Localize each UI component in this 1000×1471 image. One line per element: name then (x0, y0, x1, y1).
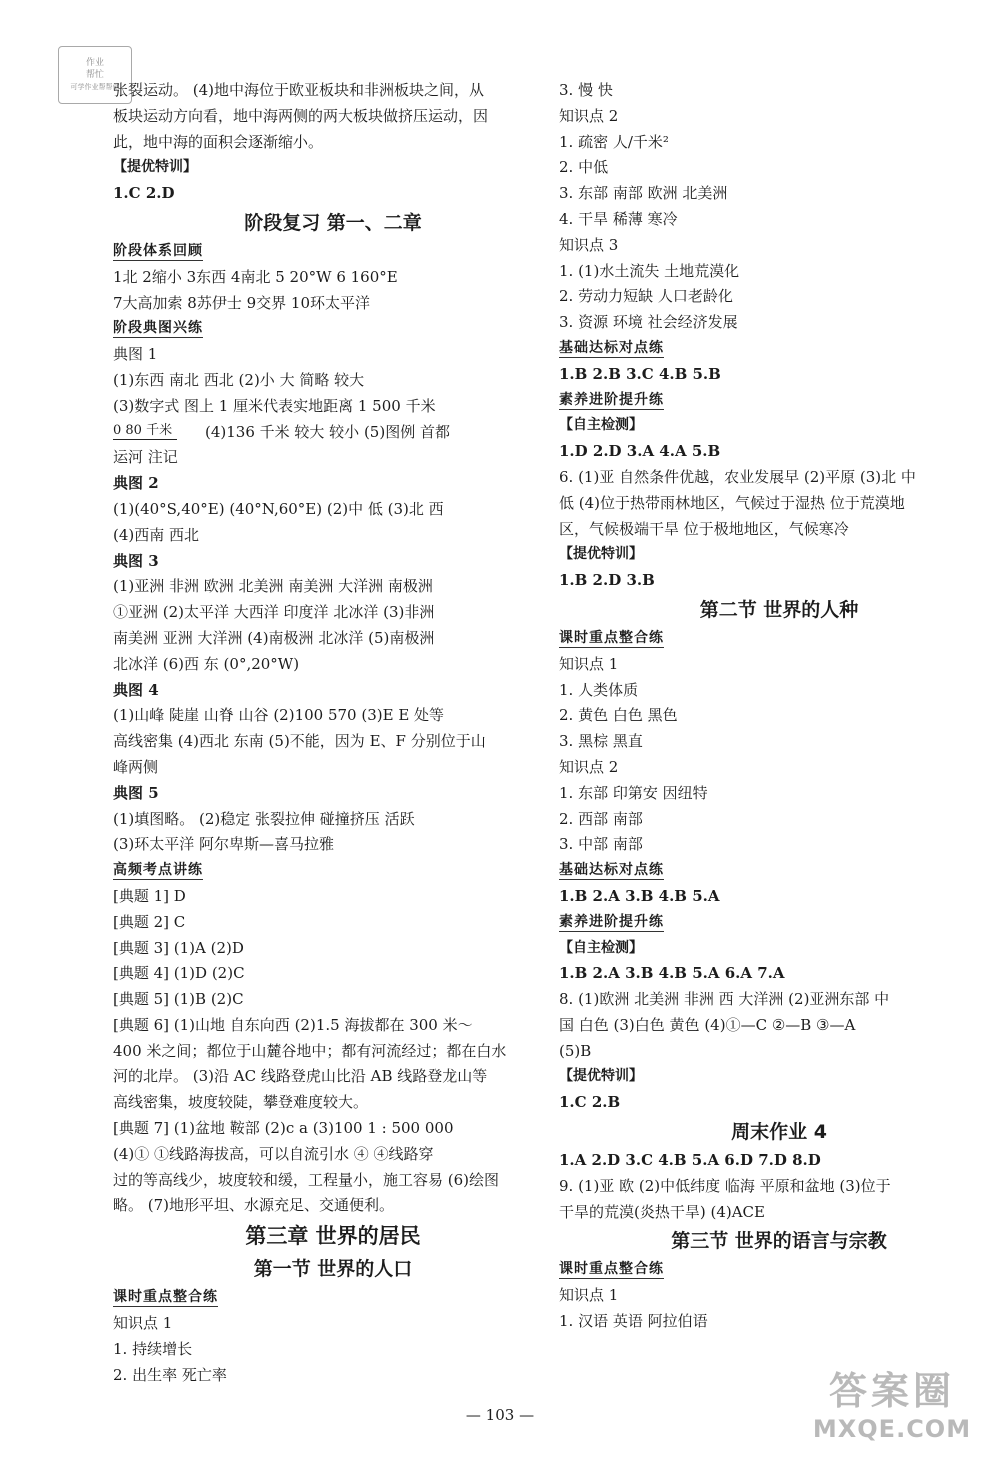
answer-line: 6. (1)亚 自然条件优越，农业发展早 (2)平原 (3)北 中 (559, 467, 916, 486)
answer-line: [典题 4] (1)D (2)C (113, 964, 245, 983)
answer-line: [典题 5] (1)B (2)C (113, 990, 244, 1009)
answer-line: 1.B 2.A 3.B 4.B 5.A 6.A 7.A (559, 964, 785, 983)
answer-line: 400 米之间；都位于山麓谷地中；都有河流经过；都在白水 (113, 1041, 507, 1060)
answer-line: (5)B (559, 1041, 592, 1060)
answer-line: 知识点 3 (559, 235, 619, 254)
stamp-line: 帮忙 (85, 70, 104, 80)
answer-line: 知识点 1 (559, 654, 619, 673)
answer-line: 干旱的荒漠(炎热干旱) (4)ACE (559, 1202, 765, 1221)
section-heading: 第一节 世界的人口 (253, 1258, 413, 1281)
answer-line: 略。 (7)地形平坦、水源充足、交通便利。 (113, 1196, 395, 1215)
answer-line: 3. 中部 南部 (559, 835, 643, 854)
answer-line: 知识点 1 (559, 1286, 619, 1305)
answer-line: 典图 2 (113, 474, 159, 493)
answer-line: (3)环太平洋 阿尔卑斯—喜马拉雅 (113, 835, 335, 854)
scale-line (113, 439, 177, 440)
answer-line: (4)西南 西北 (113, 525, 200, 544)
left-column (113, 78, 553, 1388)
answer-line: (3)数字式 图上 1 厘米代表实地距离 1 500 千米 (113, 396, 436, 415)
exercise-subheading (113, 1285, 553, 1311)
right-column (559, 78, 999, 1335)
answer-line: 1.B 2.A 3.B 4.B 5.A (559, 886, 720, 905)
exercise-subheading (559, 388, 999, 414)
stamp-line: 可学作业帮帮你 (70, 83, 120, 91)
answer-line: 7大高加索 8苏伊士 9交界 10环太平洋 (113, 293, 371, 312)
answer-line: ①亚洲 (2)太平洋 大西洋 印度洋 北冰洋 (3)非洲 (113, 603, 435, 622)
answer-line: 1. 人类体质 (559, 680, 639, 699)
answer-line: 1.B 2.D 3.B (559, 571, 655, 590)
exercise-subheading (559, 858, 999, 884)
answer-line: 1. 汉语 英语 阿拉伯语 (559, 1312, 708, 1331)
subheading-label: 基础达标对点练 (559, 339, 664, 356)
answer-text: (4)136 千米 较大 较小 (5)图例 首都 (205, 422, 450, 441)
answer-line: 国 白色 (3)白色 黄色 (4)①—C ②—B ③—A (559, 1015, 856, 1034)
answer-line: 低 (4)位于热带雨林地区，气候过于湿热 位于荒漠地 (559, 493, 905, 512)
answer-line-with-scale (113, 420, 553, 446)
section-heading: 周末作业 4 (731, 1121, 827, 1144)
answer-line: 1.C 2.D (113, 184, 175, 203)
answer-line: 2. 黄色 白色 黑色 (559, 706, 678, 725)
answer-line: 3. 资源 环境 社会经济发展 (559, 313, 738, 332)
exercise-subheading (113, 858, 553, 884)
exercise-subheading (559, 626, 999, 652)
answer-line: (1)东西 南北 西北 (2)小 大 简略 较大 (113, 370, 365, 389)
subheading-label: 素养进阶提升练 (559, 391, 664, 408)
answer-line: (1)亚洲 非洲 欧洲 北美洲 南美洲 大洋洲 南极洲 (113, 577, 433, 596)
answer-line: 1北 2缩小 3东西 4南北 5 20°W 6 160°E (113, 267, 398, 286)
answer-line: 区，气候极端干旱 位于极地地区，气候寒冷 (559, 519, 849, 538)
answer-line: 1.A 2.D 3.C 4.B 5.A 6.D 7.D 8.D (559, 1151, 821, 1170)
answer-line: (4)① ①线路海拔高，可以自流引水 ④ ④线路穿 (113, 1144, 434, 1163)
exercise-subheading (559, 910, 999, 936)
answer-line: 1.B 2.B 3.C 4.B 5.B (559, 364, 721, 383)
answer-line: 典图 5 (113, 783, 159, 802)
answer-line: 运河 注记 (113, 448, 178, 467)
watermark-url: MXQE.COM (812, 1415, 972, 1443)
answer-line: 此，地中海的面积会逐渐缩小。 (113, 132, 324, 151)
answer-line: [典题 7] (1)盆地 鞍部 (2)c a (3)100 1 : 500 000 (113, 1119, 454, 1138)
section-heading: 阶段复习 第一、二章 (244, 211, 422, 234)
answer-line: 峰两侧 (113, 757, 159, 776)
bracket-label: 【提优特训】 (559, 546, 643, 563)
answer-line: 2. 劳动力短缺 人口老龄化 (559, 287, 733, 306)
answer-line: 张裂运动。 (4)地中海位于欧亚板块和非洲板块之间，从 (113, 81, 485, 99)
subheading-label: 阶段体系回顾 (113, 242, 203, 259)
bracket-label: 【自主检测】 (559, 939, 643, 956)
answer-line: 1. 持续增长 (113, 1339, 193, 1358)
answer-line: 1. 东部 印第安 因纽特 (559, 783, 708, 802)
page-number: — 103 — (465, 1406, 535, 1424)
bracket-label: 【提优特训】 (559, 1068, 643, 1085)
subheading-label: 素养进阶提升练 (559, 913, 664, 930)
answer-line: 知识点 2 (559, 106, 619, 125)
answer-line: 4. 干旱 稀薄 寒冷 (559, 209, 678, 228)
answer-line: 2. 中低 (559, 158, 609, 177)
scale-label: 0 80 千米 (113, 422, 173, 438)
answer-line: 1.D 2.D 3.A 4.A 5.B (559, 442, 721, 461)
subheading-label: 课时重点整合练 (113, 1289, 218, 1306)
answer-line: 1. 疏密 人/千米² (559, 132, 669, 151)
stamp-line: 作业 (85, 58, 104, 68)
bracket-label: 【提优特训】 (113, 159, 197, 176)
section-heading: 第三章 世界的居民 (245, 1224, 421, 1249)
exercise-subheading (559, 1257, 999, 1283)
site-watermark (792, 1367, 992, 1457)
subheading-label: 基础达标对点练 (559, 862, 664, 879)
answer-line: 3. 慢 快 (559, 81, 613, 99)
answer-line: 过的等高线少，坡度较和缓，工程量小，施工容易 (6)绘图 (113, 1170, 500, 1189)
subheading-label: 阶段典图兴练 (113, 320, 203, 337)
exercise-subheading (559, 336, 999, 362)
answer-line: 南美洲 亚洲 大洋洲 (4)南极洲 北冰洋 (5)南极洲 (113, 628, 435, 647)
answer-line: [典题 2] C (113, 912, 186, 931)
section-heading: 第三节 世界的语言与宗教 (671, 1230, 887, 1253)
answer-line: 1.C 2.B (559, 1093, 621, 1112)
answer-line: 河的北岸。 (3)沿 AC 线路登虎山比沿 AB 线路登龙山等 (113, 1067, 488, 1086)
answer-line: 2. 西部 南部 (559, 809, 643, 828)
answer-line: 知识点 2 (559, 757, 619, 776)
answer-line: 9. (1)亚 欧 (2)中低纬度 临海 平原和盆地 (3)位于 (559, 1176, 891, 1195)
exercise-subheading (113, 316, 553, 342)
answer-line: (1)填图略。 (2)稳定 张裂拉伸 碰撞挤压 活跃 (113, 809, 415, 828)
subheading-label: 高频考点讲练 (113, 862, 203, 879)
answer-line: 知识点 1 (113, 1314, 173, 1333)
answer-line: (1)山峰 陡崖 山脊 山谷 (2)100 570 (3)E E 处等 (113, 706, 445, 725)
watermark-text: 答案圈 (828, 1369, 955, 1413)
answer-line: 典图 1 (113, 345, 158, 364)
subheading-label: 课时重点整合练 (559, 629, 664, 646)
answer-line: 3. 东部 南部 欧洲 北美洲 (559, 184, 728, 203)
answer-line: 8. (1)欧洲 北美洲 非洲 西 大洋洲 (2)亚洲东部 中 (559, 990, 890, 1009)
answer-line: 3. 黑棕 黑直 (559, 732, 643, 751)
subheading-label: 课时重点整合练 (559, 1261, 664, 1278)
answer-line: 高线密集 (4)西北 东南 (5)不能，因为 E、F 分别位于山 (113, 732, 486, 751)
answer-line: [典题 3] (1)A (2)D (113, 938, 244, 957)
answer-line: [典题 6] (1)山地 自东向西 (2)1.5 海拔都在 300 米～ (113, 1015, 473, 1034)
answer-line: 高线密集，坡度较陡，攀登难度较大。 (113, 1093, 369, 1112)
exercise-subheading (113, 239, 553, 265)
bracket-label: 【自主检测】 (559, 417, 643, 434)
section-heading: 第二节 世界的人种 (699, 598, 859, 621)
scale-bar (113, 424, 197, 442)
answer-line: 典图 4 (113, 680, 159, 699)
answer-line: 典图 3 (113, 551, 159, 570)
answer-line: [典题 1] D (113, 886, 186, 905)
answer-line: (1)(40°S,40°E) (40°N,60°E) (2)中 低 (3)北 西 (113, 499, 444, 518)
answer-line: 板块运动方向看，地中海两侧的两大板块做挤压运动，因 (113, 106, 489, 125)
answer-line: 1. (1)水土流失 土地荒漠化 (559, 261, 740, 280)
answer-line: 北冰洋 (6)西 东 (0°,20°W) (113, 654, 300, 673)
answer-line: 2. 出生率 死亡率 (113, 1365, 227, 1384)
